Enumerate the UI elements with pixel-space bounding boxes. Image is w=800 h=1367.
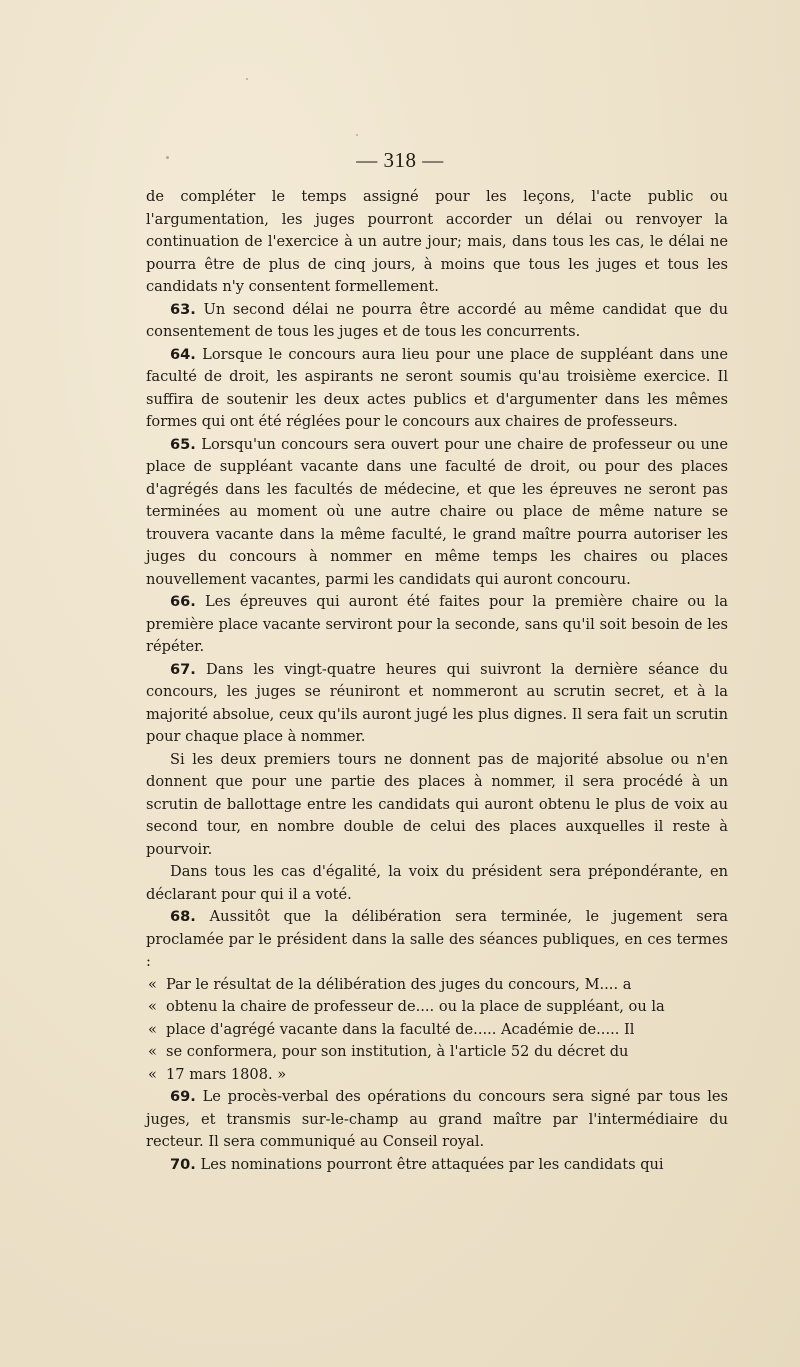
paragraph-text: Lorsqu'un concours sera ouvert pour une chaire de professeur ou une place de suppléant vacante dans une faculté de droit, ou pour des places d'agrégés dans les facultés de médecine, et que les épreuves ne seront pas terminées au moment où une autre chaire ou place de même nature se trouvera vacante dans la même faculté, le grand maître pourra autoriser les juges du concours à nommer en même temps les chaires ou places nouvellement vacantes, parmi les candidats qui auront concouru. bbox=[146, 435, 729, 588]
quote-mark: « bbox=[148, 975, 157, 993]
paragraph-text: Les épreuves qui auront été faites pour la première chaire ou la première place vacante serviront pour la seconde, sans qu'il soit besoin de les répéter. bbox=[146, 593, 729, 655]
article-67-paragraph-2 bbox=[146, 749, 728, 862]
quote-line bbox=[146, 1041, 728, 1064]
quote-text: Par le résultat de la délibération des juges du concours, M.... a bbox=[166, 975, 632, 993]
quote-mark: « bbox=[148, 1020, 157, 1038]
quote-line bbox=[146, 1064, 728, 1087]
body-text bbox=[146, 186, 728, 1176]
article-63 bbox=[146, 299, 728, 344]
quote-line bbox=[146, 974, 728, 997]
paper-speck bbox=[246, 78, 248, 80]
paragraph-text: Lorsque le concours aura lieu pour une place de suppléant dans une faculté de droit, les aspirants ne seront soumis qu'au troisième exercice. Il suffira de soutenir les deux actes publics et d'argumenter dans les mêmes formes qui ont été réglées pour le concours aux chaires de professeurs. bbox=[146, 345, 728, 430]
paragraph-text: Dans tous les cas d'égalité, la voix du président sera prépondérante, en déclarant pour qui il a voté. bbox=[146, 863, 728, 903]
article-67-paragraph-3 bbox=[146, 861, 728, 906]
paragraph-continuation bbox=[146, 186, 728, 299]
paragraph-text: Un second délai ne pourra être accordé au même candidat que du consentement de tous les juges et de tous les concurrents. bbox=[146, 300, 729, 340]
proclamation-quote bbox=[146, 974, 728, 1087]
article-68 bbox=[146, 906, 728, 974]
quote-text: obtenu la chaire de professeur de.... ou la place de suppléant, ou la bbox=[166, 998, 665, 1015]
quote-mark: « bbox=[148, 998, 157, 1015]
article-67 bbox=[146, 659, 728, 749]
quote-line bbox=[146, 996, 728, 1019]
quote-text: place d'agrégé vacante dans la faculté de..... Académie de..... Il bbox=[166, 1020, 635, 1038]
quote-mark: « bbox=[148, 1043, 157, 1060]
paper-speck bbox=[356, 134, 358, 136]
article-70 bbox=[146, 1154, 728, 1177]
page-number: — 318 — bbox=[356, 148, 444, 172]
quote-text: 17 mars 1808. » bbox=[166, 1065, 287, 1083]
paragraph-text: Dans les vingt-quatre heures qui suivront la dernière séance du concours, les juges se réuniront et nommeront au scrutin secret, et à la majorité absolue, ceux qu'ils auront jugé les plus dignes. Il sera fait un scrutin pour chaque place à nommer. bbox=[146, 660, 729, 745]
article-number: 68. bbox=[170, 908, 196, 925]
article-number: 70. bbox=[170, 1155, 196, 1173]
quote-line bbox=[146, 1019, 728, 1042]
paragraph-text: Le procès-verbal des opérations du concours sera signé par tous les juges, et transmis sur-le-champ au grand maître par l'intermédiaire du recteur. Il sera communiqué au Conseil royal. bbox=[146, 1088, 728, 1150]
paragraph-text: Si les deux premiers tours ne donnent pas de majorité absolue ou n'en donnent que pour une partie des places à nommer, il sera procédé à un scrutin de ballottage entre les candidats qui auront obtenu le plus de voix au second tour, en nombre double de celui des places auxquelles il reste à pourvoir. bbox=[146, 750, 728, 858]
paragraph-text: Les nominations pourront être attaquées par les candidats qui bbox=[200, 1155, 664, 1173]
article-66 bbox=[146, 591, 728, 659]
article-number: 66. bbox=[170, 593, 196, 610]
article-number: 63. bbox=[170, 300, 196, 318]
article-number: 64. bbox=[170, 345, 196, 363]
article-65 bbox=[146, 434, 728, 592]
paragraph-text: de compléter le temps assigné pour les leçons, l'acte public ou l'argumentation, les juges pourront accorder un délai ou renvoyer la continuation de l'exercice à un autre jour; mais, dans tous les cas, le délai ne pourra être de plus de cinq jours, à moins que tous les juges et tous les candidats n'y consentent formellement. bbox=[146, 188, 728, 295]
article-number: 69. bbox=[170, 1088, 196, 1105]
article-number: 65. bbox=[170, 435, 196, 453]
paragraph-text: Aussitôt que la délibération sera terminée, le jugement sera proclamée par le président dans la salle des séances publiques, en ces termes : bbox=[146, 908, 729, 970]
quote-mark: « bbox=[148, 1065, 157, 1083]
article-number: 67. bbox=[170, 660, 196, 678]
article-69 bbox=[146, 1086, 728, 1154]
quote-text: se conformera, pour son institution, à l'article 52 du décret du bbox=[166, 1043, 629, 1060]
article-64 bbox=[146, 344, 728, 434]
